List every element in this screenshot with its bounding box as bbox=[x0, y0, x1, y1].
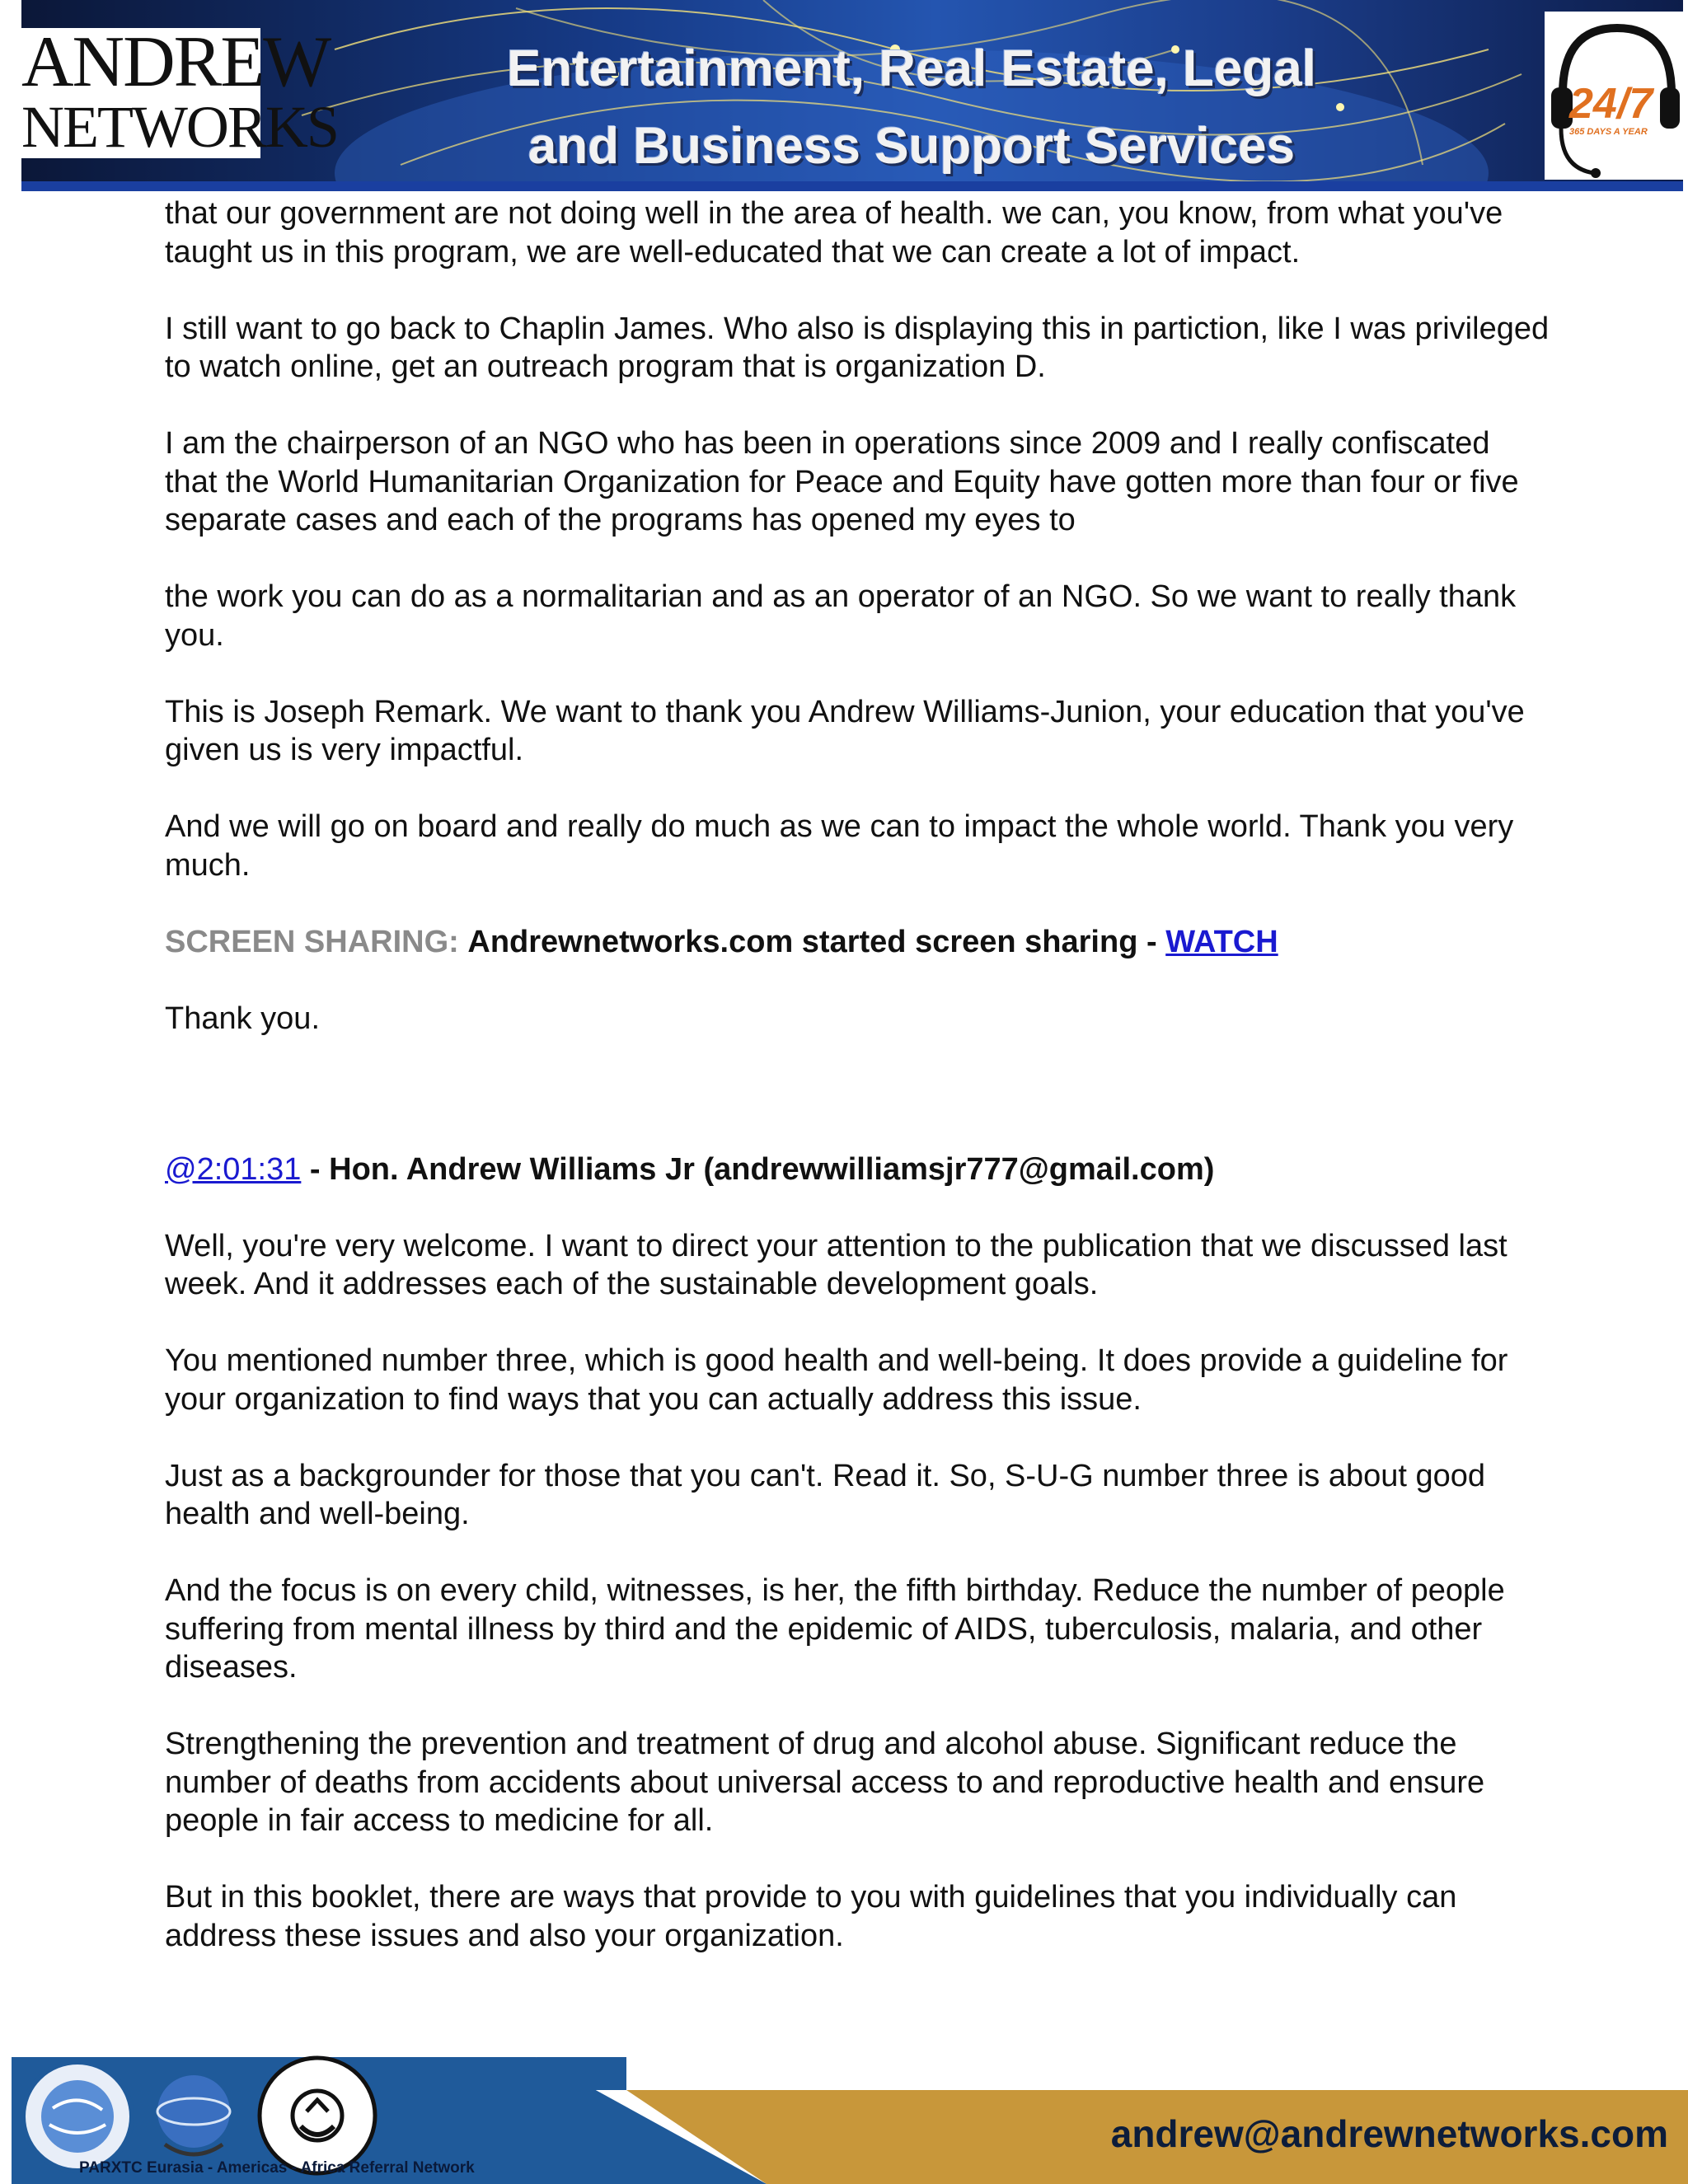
paragraph: the work you can do as a normalitarian and as an operator of an NGO. So we want to really thank you. bbox=[165, 579, 1517, 653]
speaker-separator: - bbox=[301, 1151, 330, 1187]
andrew-networks-logo bbox=[21, 22, 338, 160]
tagline-line2: and Business Support Services bbox=[528, 118, 1296, 175]
spacer bbox=[165, 1076, 1550, 1151]
paragraph: But in this booklet, there are ways that provide to you with guidelines that you individually can address these issues and also your organization. bbox=[165, 1880, 1457, 1953]
footer-caption: PARXTC Eurasia - Americas - Africa Referral Network bbox=[79, 2159, 475, 2177]
screen-sharing-text: Andrewnetworks.com started screen sharing - bbox=[467, 924, 1157, 959]
paragraph: Strengthening the prevention and treatment of drug and alcohol abuse. Significant reduce the number of deaths from accidents about universal access to and reproductive health and ensure people in fair access to medicine for all. bbox=[165, 1727, 1485, 1838]
support-badge bbox=[1545, 12, 1683, 180]
paragraph: I still want to go back to Chaplin James. Who also is displaying this in partiction, like I was privileged to watch online, get an outreach program that is organization D. bbox=[165, 311, 1550, 384]
thank-you-line: Thank you. bbox=[165, 1001, 320, 1036]
paragraph: And the focus is on every child, witnesses, is her, the fifth birthday. Reduce the number of people suffering from mental illness by third and the epidemic of AIDS, tuberculosis, malaria, and other diseases. bbox=[165, 1573, 1505, 1685]
badge-main: 24/7 bbox=[1569, 80, 1653, 128]
paragraph: This is Joseph Remark. We want to thank you Andrew Williams-Junion, your education that you've given us is very impactful. bbox=[165, 694, 1525, 767]
timestamp-link[interactable]: @2:01:31 bbox=[165, 1151, 302, 1187]
speaker-line bbox=[165, 1151, 1550, 1189]
paragraph: I am the chairperson of an NGO who has been in operations since 2009 and I really confiscated that the World Humanitarian Organization for Peace and Equity have gotten more than four or five separate cases and each of the programs has opened my eyes to bbox=[165, 426, 1519, 537]
screen-sharing-line bbox=[165, 923, 1550, 962]
footer-banner bbox=[0, 2046, 1688, 2184]
eurasia-enterprises-seal-icon bbox=[20, 2059, 135, 2174]
transcript-body bbox=[165, 194, 1550, 1994]
badge-sub: 365 DAYS A YEAR bbox=[1569, 127, 1648, 137]
paragraph: Well, you're very welcome. I want to direct your attention to the publication that we discussed last week. And it addresses each of the sustainable development goals. bbox=[165, 1228, 1507, 1301]
paragraph: that our government are not doing well in the area of health. we can, you know, from what you've taught us in this program, we are well-educated that we can create a lot of impact. bbox=[165, 196, 1503, 269]
speaker-name: Hon. Andrew Williams Jr (andrewwilliamsjr777@gmail.com) bbox=[329, 1151, 1215, 1187]
paragraph: Just as a backgrounder for those that you can't. Read it. So, S-U-G number three is about good health and well-being. bbox=[165, 1458, 1486, 1531]
parxtc-globe-icon bbox=[140, 2062, 247, 2169]
footer-email: andrew@andrewnetworks.com bbox=[1110, 2112, 1668, 2155]
watch-link[interactable]: WATCH bbox=[1165, 924, 1278, 959]
logo-line2: NETWORKS bbox=[21, 94, 338, 160]
logo-line1: ANDREW bbox=[21, 22, 331, 102]
header-banner bbox=[21, 0, 1683, 191]
paragraph: And we will go on board and really do much as we can to impact the whole world. Thank you very much. bbox=[165, 809, 1514, 883]
screen-sharing-label: SCREEN SHARING: bbox=[165, 924, 459, 959]
tagline-line1: Entertainment, Real Estate, Legal bbox=[507, 40, 1316, 97]
paragraph: You mentioned number three, which is good health and well-being. It does provide a guideline for your organization to find ways that you can actually address this issue. bbox=[165, 1343, 1508, 1417]
